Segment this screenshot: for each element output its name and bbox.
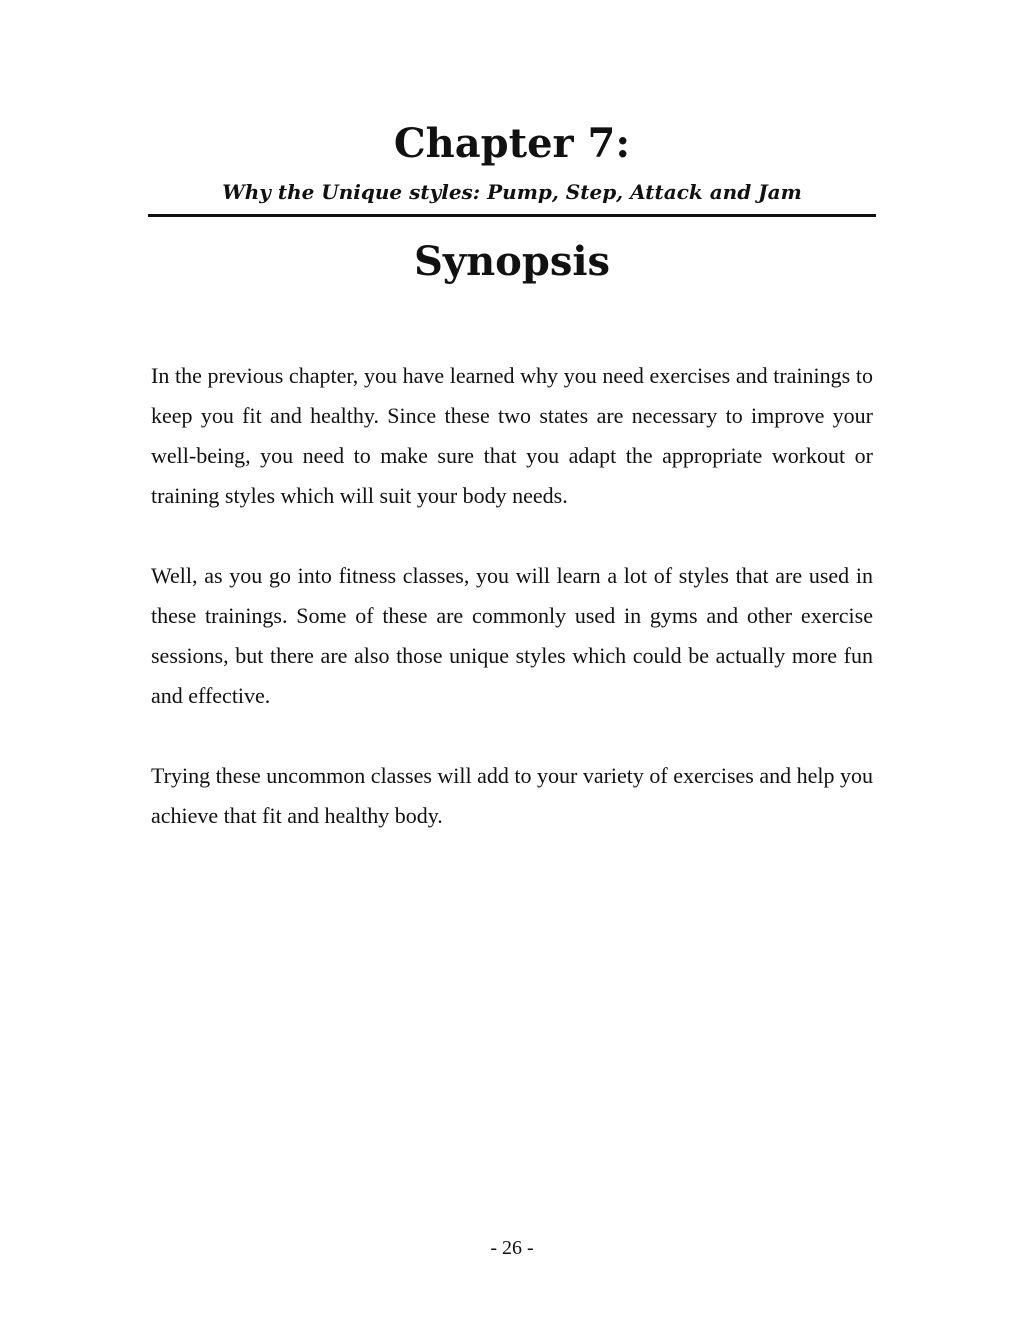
page-number: - 26 - <box>490 1237 534 1259</box>
chapter-title: Chapter 7: <box>393 120 631 167</box>
paragraph-3: Trying these uncommon classes will add to your variety of exercises and help you achieve that fit and healthy body. <box>151 763 873 828</box>
section-heading: Synopsis <box>413 238 611 285</box>
paragraph-2: Well, as you go into fitness classes, you will learn a lot of styles that are used in these trainings. Some of these are commonly used in gyms and other exercise sessions, but there are also those unique styles which could be actually more fun and effective. <box>151 563 873 708</box>
paragraph-1: In the previous chapter, you have learned why you need exercises and trainings to keep you fit and healthy. Since these two states are necessary to improve your well-being, you need to make sure that you adapt the appropriate workout or training styles which will suit your body needs. <box>151 363 873 508</box>
chapter-subtitle: Why the Unique styles: Pump, Step, Attack and Jam <box>222 180 802 204</box>
body-text <box>151 356 873 876</box>
title-divider <box>148 214 876 217</box>
